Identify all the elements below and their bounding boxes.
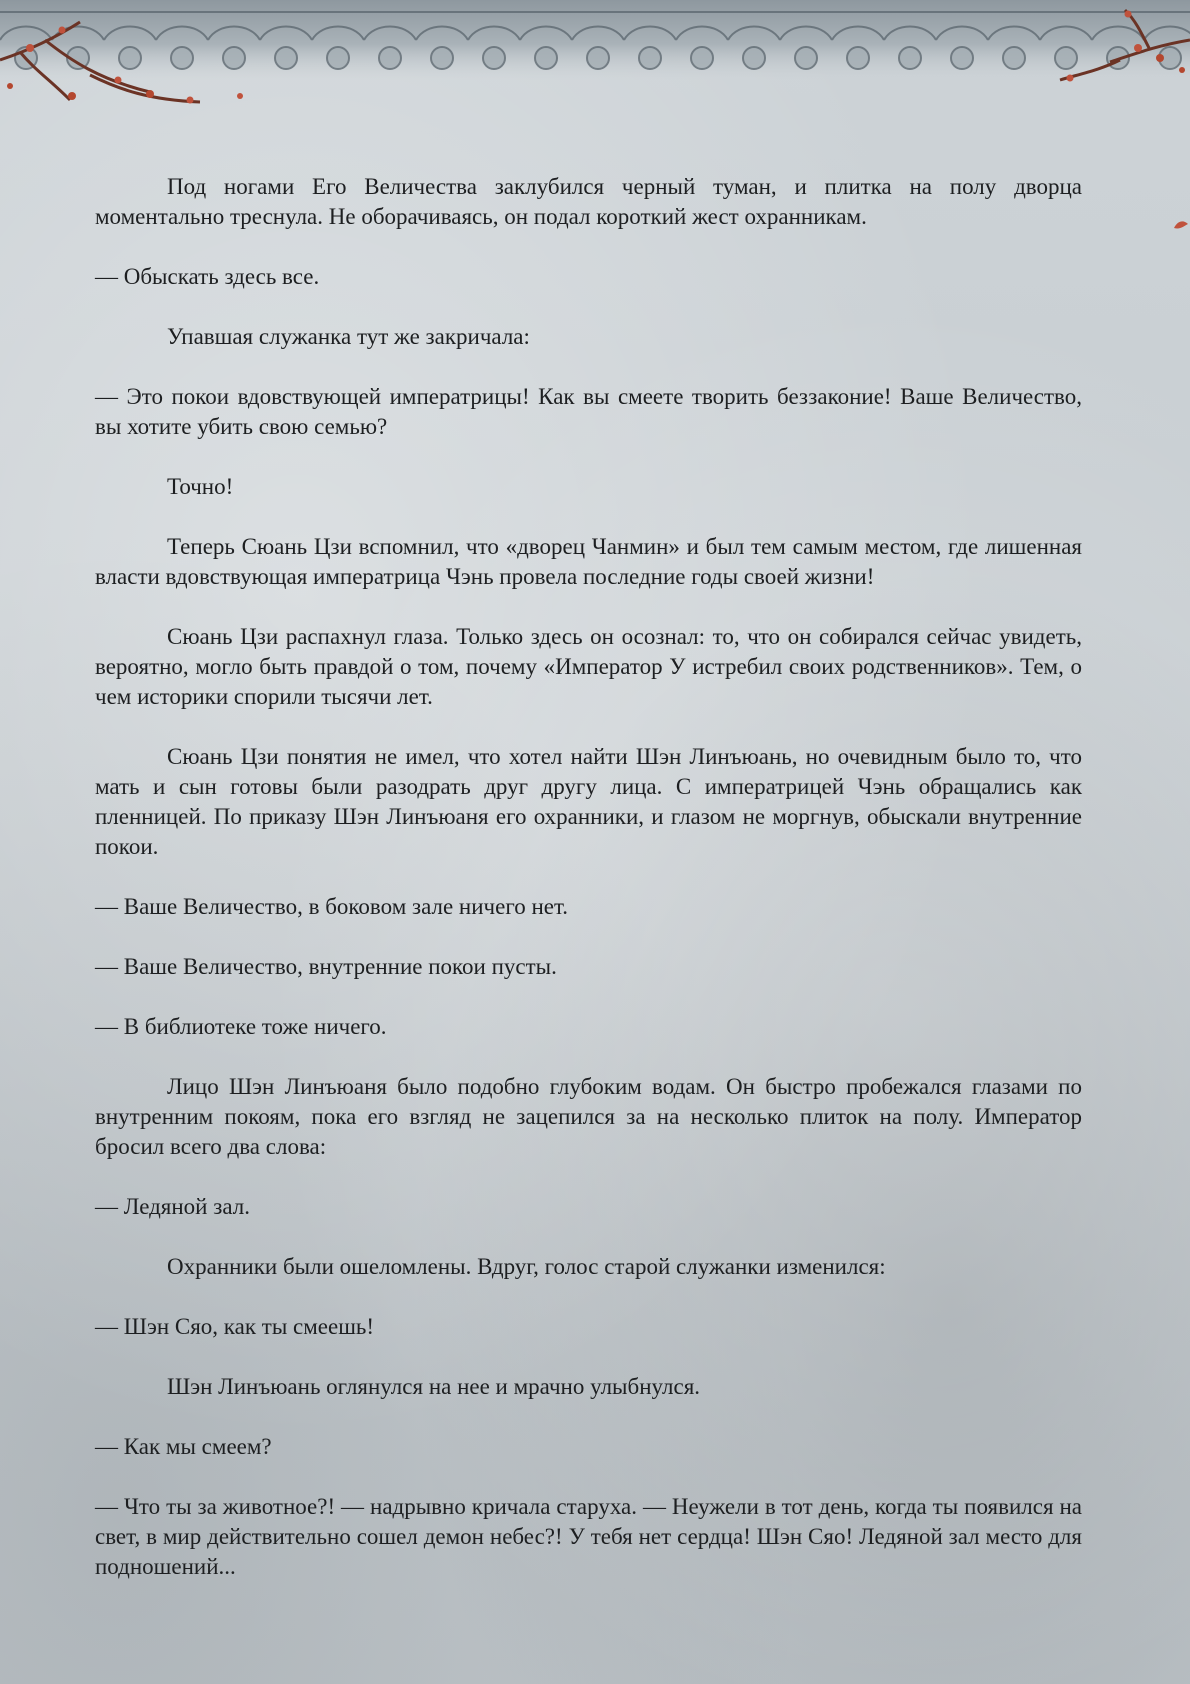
roof-tile-end bbox=[1003, 47, 1025, 69]
roof-tile-end bbox=[327, 47, 349, 69]
paragraph: Сюань Цзи понятия не имел, что хотел найти Шэн Линъюань, но очевидным было то, что мать и сын готовы были разодрать друг другу лица. С императрицей Чэнь обращались как пленницей. По приказу Шэн Линъюаня его охранники, и глазом не моргнув, обыскали внутренние покои. bbox=[95, 744, 1082, 859]
paragraph: Упавшая служанка тут же закричала: bbox=[167, 324, 530, 349]
blossom-petal-decoration bbox=[1172, 218, 1190, 232]
paragraph: Лицо Шэн Линъюаня было подобно глубоким водам. Он быстро пробежался глазами по внутренним покоям, пока его взгляд не зацепился за на несколько плиток на полу. Император бросил всего два слова: bbox=[95, 1074, 1082, 1159]
roof-tile-end bbox=[119, 47, 141, 69]
paragraph: Шэн Линъюань оглянулся на нее и мрачно улыбнулся. bbox=[167, 1374, 701, 1399]
roof-tile-end bbox=[431, 47, 453, 69]
paragraph: — Это покои вдовствующей императрицы! Как вы смеете творить беззаконие! Ваше Величество, вы хотите убить свою семью? bbox=[95, 384, 1082, 439]
roof-tile-end bbox=[847, 47, 869, 69]
roof-tile-end bbox=[743, 47, 765, 69]
roof-tiles-decoration bbox=[0, 0, 1190, 110]
roof-tile-end bbox=[691, 47, 713, 69]
paragraph: — Ваше Величество, в боковом зале ничего нет. bbox=[95, 894, 569, 919]
roof-tile-end bbox=[171, 47, 193, 69]
paragraph: — Обыскать здесь все. bbox=[95, 264, 320, 289]
paragraph: Сюань Цзи распахнул глаза. Только здесь он осознал: то, что он собирался сейчас увидеть, вероятно, могло быть правдой о том, почему «Император У истребил своих родственников». Тем, о чем историки спорили тысячи лет. bbox=[95, 624, 1082, 709]
paragraph: — В библиотеке тоже ничего. bbox=[95, 1014, 387, 1039]
roof-tile-end bbox=[951, 47, 973, 69]
roof-tile-end bbox=[639, 47, 661, 69]
paragraph: Под ногами Его Величества заклубился черный туман, и плитка на полу дворца моментально треснула. Не оборачиваясь, он подал короткий жест охранникам. bbox=[95, 174, 1082, 229]
chapter-text bbox=[95, 172, 1082, 1582]
paragraph: — Шэн Сяо, как ты смеешь! bbox=[95, 1314, 375, 1339]
paragraph: Точно! bbox=[167, 474, 234, 499]
roof-tile-end bbox=[1055, 47, 1077, 69]
paragraph: — Что ты за животное?! — надрывно кричала старуха. — Неужели в тот день, когда ты появился на свет, в мир действительно сошел демон небес?! У тебя нет сердца! Шэн Сяо! Ледяной зал место для подношений... bbox=[95, 1494, 1082, 1579]
roof-tile-end bbox=[483, 47, 505, 69]
roof-tile-end bbox=[587, 47, 609, 69]
paragraph: — Ваше Величество, внутренние покои пусты. bbox=[95, 954, 557, 979]
roof-tile-end bbox=[275, 47, 297, 69]
paragraph: — Как мы смеем? bbox=[95, 1434, 272, 1459]
roof-tile-end bbox=[379, 47, 401, 69]
roof-tile-end bbox=[795, 47, 817, 69]
roof-tile-end bbox=[223, 47, 245, 69]
roof-tile-end bbox=[899, 47, 921, 69]
paragraph: Теперь Сюань Цзи вспомнил, что «дворец Чанмин» и был тем самым местом, где лишенная власти вдовствующая императрица Чэнь провела последние годы своей жизни! bbox=[95, 534, 1082, 589]
roof-tile-end bbox=[535, 47, 557, 69]
paragraph: — Ледяной зал. bbox=[95, 1194, 250, 1219]
paragraph: Охранники были ошеломлены. Вдруг, голос старой служанки изменился: bbox=[167, 1254, 886, 1279]
